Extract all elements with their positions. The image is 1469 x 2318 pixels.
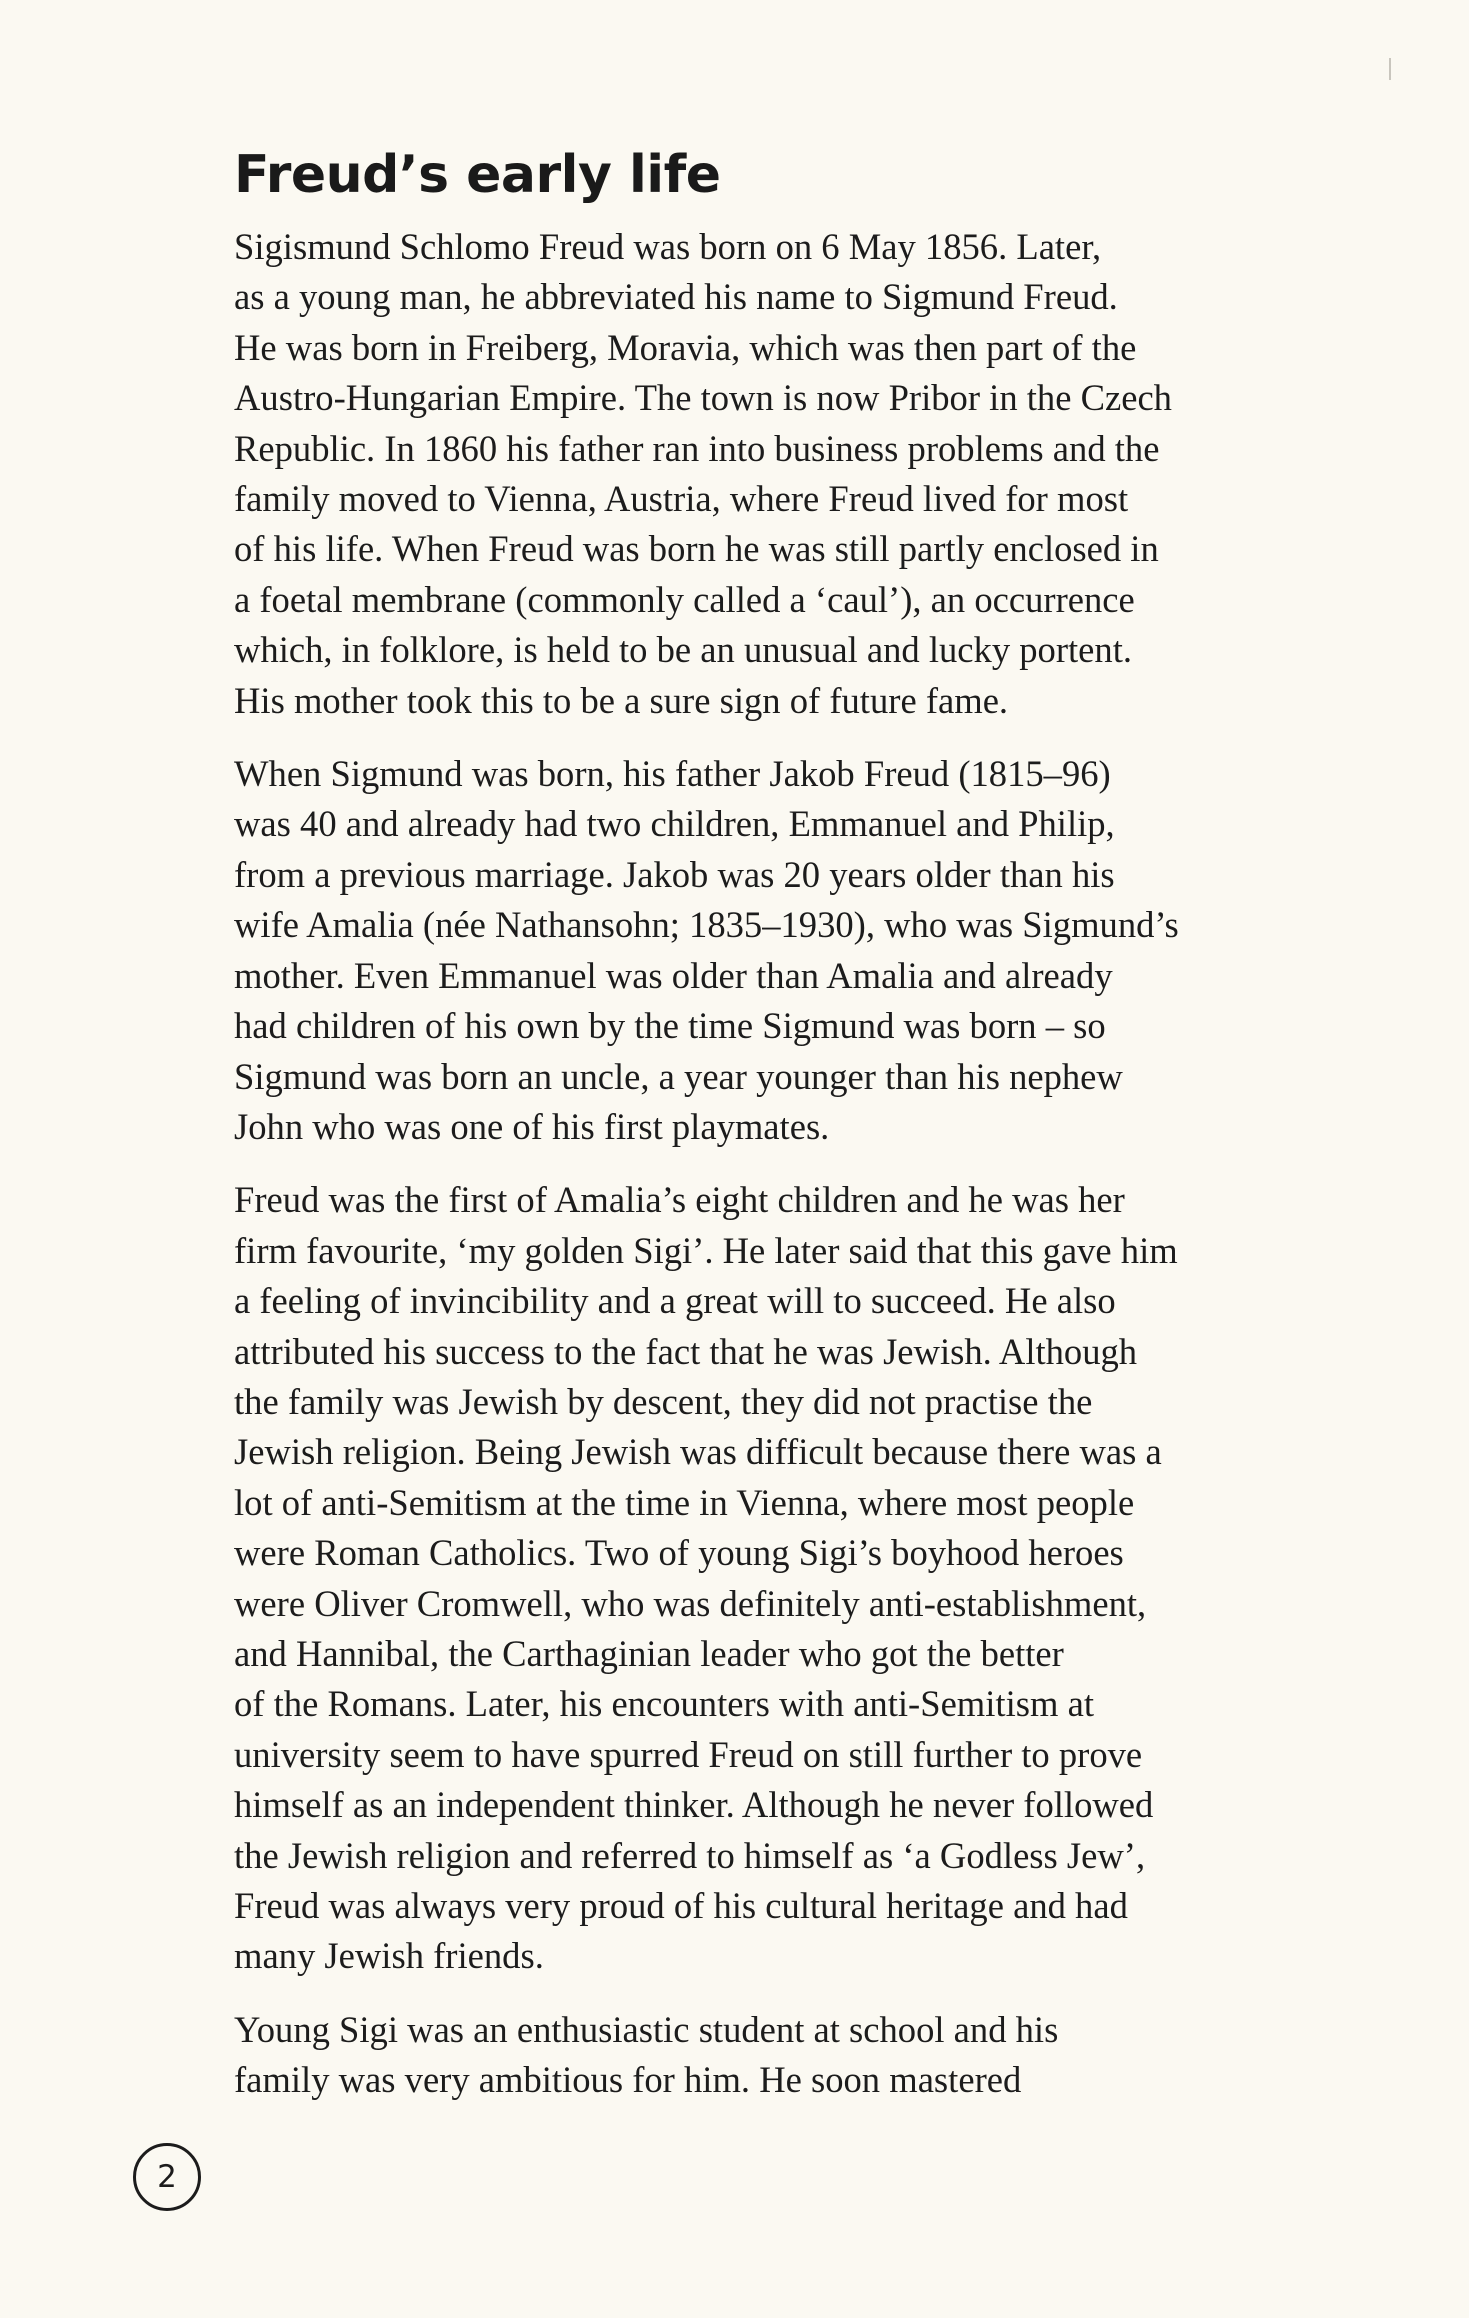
text-line: Freud was the first of Amalia’s eight children and he was her bbox=[234, 1179, 1125, 1221]
text-line: of his life. When Freud was born he was still partly enclosed in bbox=[234, 528, 1159, 570]
text-line: was 40 and already had two children, Emmanuel and Philip, bbox=[234, 803, 1115, 845]
page-number-badge: 2 bbox=[133, 2143, 201, 2211]
text-line: Freud was always very proud of his cultural heritage and had bbox=[234, 1885, 1128, 1926]
text-line: When Sigmund was born, his father Jakob Freud (1815–96) bbox=[234, 753, 1111, 795]
text-line: family moved to Vienna, Austria, where Freud lived for most bbox=[234, 478, 1129, 520]
paragraph-1 bbox=[234, 222, 1359, 726]
text-line: lot of anti-Semitism at the time in Vienna, where most people bbox=[234, 1481, 1135, 1523]
text-line: of the Romans. Later, his encounters with anti-Semitism at bbox=[234, 1683, 1094, 1725]
text-line: His mother took this to be a sure sign of future fame. bbox=[234, 679, 1009, 721]
text-line: himself as an independent thinker. Although he never followed bbox=[234, 1784, 1154, 1826]
scan-edge-mark bbox=[1389, 58, 1391, 80]
text-line: Young Sigi was an enthusiastic student at school and his bbox=[234, 2008, 1059, 2050]
text-line: family was very ambitious for him. He soon mastered bbox=[234, 2059, 1022, 2101]
text-line: and Hannibal, the Carthaginian leader who got the better bbox=[234, 1632, 1064, 1674]
text-line: John who was one of his first playmates. bbox=[234, 1105, 830, 1147]
text-line: the family was Jewish by descent, they did not practise the bbox=[234, 1380, 1093, 1422]
text-line: which, in folklore, is held to be an unusual and lucky portent. bbox=[234, 629, 1133, 671]
text-line: attributed his success to the fact that he was Jewish. Although bbox=[234, 1330, 1138, 1372]
text-line: were Oliver Cromwell, who was definitely anti-establishment, bbox=[234, 1582, 1147, 1624]
text-line: university seem to have spurred Freud on still further to prove bbox=[234, 1733, 1143, 1775]
text-line: He was born in Freiberg, Moravia, which was then part of the bbox=[234, 326, 1137, 368]
paragraph-4 bbox=[234, 2005, 1359, 2106]
text-line: Jewish religion. Being Jewish was difficult because there was a bbox=[234, 1431, 1162, 1473]
text-line: many Jewish friends. bbox=[234, 1935, 544, 1977]
text-line: Austro-Hungarian Empire. The town is now Pribor in the Czech bbox=[234, 377, 1172, 419]
paragraph-2 bbox=[234, 749, 1359, 1152]
text-line: a feeling of invincibility and a great will to succeed. He also bbox=[234, 1280, 1116, 1322]
text-line: firm favourite, ‘my golden Sigi’. He later said that this gave him bbox=[234, 1229, 1178, 1271]
text-line: Republic. In 1860 his father ran into business problems and the bbox=[234, 427, 1160, 469]
text-line: mother. Even Emmanuel was older than Amalia and already bbox=[234, 954, 1113, 996]
paragraph-3 bbox=[234, 1175, 1359, 1982]
text-line: the Jewish religion and referred to himself as ‘a Godless Jew’, bbox=[234, 1834, 1146, 1876]
text-line: wife Amalia (née Nathansohn; 1835–1930), who was Sigmund’s bbox=[234, 904, 1179, 946]
text-line: Sigmund was born an uncle, a year younger than his nephew bbox=[234, 1055, 1123, 1097]
text-line: were Roman Catholics. Two of young Sigi’s boyhood heroes bbox=[234, 1532, 1124, 1574]
section-heading: Freud’s early life bbox=[234, 145, 721, 205]
text-line: a foetal membrane (commonly called a ‘caul’), an occurrence bbox=[234, 578, 1135, 620]
text-line: had children of his own by the time Sigmund was born – so bbox=[234, 1005, 1106, 1047]
text-line: Sigismund Schlomo Freud was born on 6 May 1856. Later, bbox=[234, 226, 1102, 267]
body-text bbox=[234, 222, 1359, 2129]
text-line: from a previous marriage. Jakob was 20 years older than his bbox=[234, 853, 1115, 895]
text-line: as a young man, he abbreviated his name to Sigmund Freud. bbox=[234, 276, 1118, 318]
